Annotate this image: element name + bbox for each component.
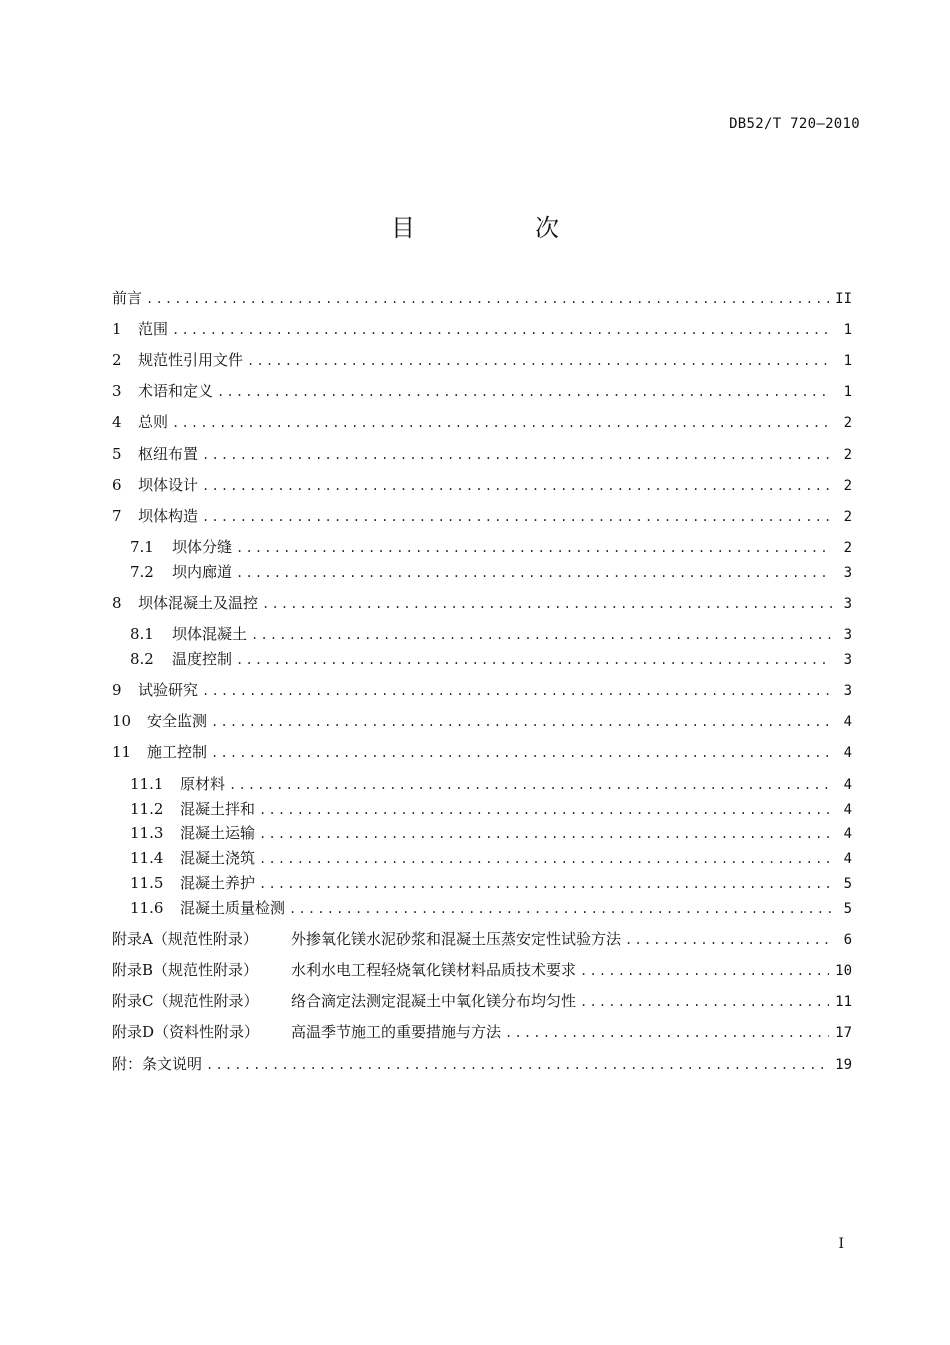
toc-entry-page: 17 (835, 1025, 852, 1041)
toc-entry[interactable] (130, 536, 852, 558)
toc-entry-page: 19 (835, 1057, 852, 1073)
toc-leader-dots (236, 649, 832, 671)
toc-entry-label: 安全监测 (147, 712, 208, 730)
toc-entry-label: 坝体分缝 (172, 538, 233, 556)
page-title: 目 次 (391, 214, 607, 242)
toc-entry-number: 4 (112, 413, 122, 431)
toc-leader-dots (625, 929, 832, 951)
toc-leader-dots (259, 848, 832, 870)
toc-entry-number: 7.2 (130, 563, 154, 581)
toc-entry[interactable] (112, 741, 852, 763)
toc-leader-dots (259, 823, 832, 845)
toc-entry-number: 11.3 (130, 824, 164, 842)
toc-entry[interactable] (130, 847, 852, 869)
toc-entry-label: 外掺氧化镁水泥砂浆和混凝土压蒸安定性试验方法 (291, 930, 622, 948)
toc-leader-dots (247, 350, 832, 372)
toc-entry-page: 4 (843, 802, 852, 818)
toc-leader-dots (505, 1022, 829, 1044)
toc-entry-number: 11 (112, 743, 132, 761)
toc-entry[interactable] (130, 798, 852, 820)
toc-entry-number: 11.1 (130, 775, 164, 793)
toc-entry-page: 4 (843, 777, 852, 793)
toc-entry-number: 附录B（规范性附录） (112, 961, 259, 979)
toc-entry[interactable] (112, 592, 852, 614)
toc-entry-number: 8 (112, 594, 122, 612)
toc-entry[interactable] (112, 474, 852, 496)
toc-entry[interactable] (112, 1021, 852, 1043)
toc-entry-number: 8.2 (130, 650, 154, 668)
toc-entry-label: 范围 (138, 320, 169, 338)
toc-entry[interactable] (130, 872, 852, 894)
toc-entry-page: 4 (843, 745, 852, 761)
toc-entry-label: 前言 (112, 289, 143, 307)
toc-entry-number: 11.6 (130, 899, 164, 917)
toc-entry-number: 11.4 (130, 849, 164, 867)
toc-leader-dots (236, 562, 832, 584)
toc-entry-label: 枢纽布置 (138, 445, 199, 463)
toc-entry[interactable] (130, 773, 852, 795)
toc-entry-page: 3 (843, 596, 852, 612)
toc-entry-page: 2 (843, 415, 852, 431)
toc-entry-label: 坝体混凝土 (172, 625, 248, 643)
toc-entry-number: 8.1 (130, 625, 154, 643)
toc-entry[interactable] (130, 822, 852, 844)
toc-leader-dots (202, 444, 832, 466)
toc-entry-page: 1 (843, 322, 852, 338)
toc-entry-number: 附录C（规范性附录） (112, 992, 259, 1010)
toc-leader-dots (146, 288, 829, 310)
toc-entry-label: 规范性引用文件 (138, 351, 244, 369)
toc-entry[interactable] (112, 380, 852, 402)
toc-leader-dots (211, 711, 832, 733)
toc-entry-page: 1 (843, 353, 852, 369)
toc-entry-number: 9 (112, 681, 122, 699)
toc-leader-dots (259, 873, 832, 895)
toc-entry-number: 3 (112, 382, 122, 400)
toc-entry-number: 11.2 (130, 800, 164, 818)
toc-leader-dots (259, 799, 832, 821)
toc-leader-dots (289, 898, 832, 920)
toc-entry-page: 1 (843, 384, 852, 400)
toc-leader-dots (211, 742, 832, 764)
toc-entry[interactable] (112, 443, 852, 465)
toc-entry-number: 10 (112, 712, 132, 730)
toc-entry-label: 术语和定义 (138, 382, 214, 400)
toc-entry-label: 混凝土浇筑 (180, 849, 256, 867)
toc-entry-label: 总则 (138, 413, 169, 431)
toc-entry-number: 2 (112, 351, 122, 369)
toc-leader-dots (262, 593, 832, 615)
toc-entry-label: 坝体混凝土及温控 (138, 594, 259, 612)
toc-entry-page: 3 (843, 652, 852, 668)
toc-entry-label: 坝内廊道 (172, 563, 233, 581)
toc-entry-page: 4 (843, 714, 852, 730)
toc-leader-dots (202, 506, 832, 528)
toc-entry-label: 试验研究 (138, 681, 199, 699)
toc-entry[interactable] (130, 648, 852, 670)
toc-entry[interactable] (130, 561, 852, 583)
toc-leader-dots (580, 991, 829, 1013)
toc-entry-number: 附录D（资料性附录） (112, 1023, 260, 1041)
toc-entry-number: 6 (112, 476, 122, 494)
toc-entry-page: 11 (835, 994, 852, 1010)
toc-entry[interactable] (112, 679, 852, 701)
page-number: I (838, 1236, 844, 1252)
toc-leader-dots (217, 381, 832, 403)
toc-entry-label: 混凝土养护 (180, 874, 256, 892)
toc-entry-label: 混凝土拌和 (180, 800, 256, 818)
toc-entry[interactable] (130, 623, 852, 645)
toc-leader-dots (229, 774, 832, 796)
toc-entry[interactable] (112, 959, 852, 981)
toc-entry[interactable] (112, 318, 852, 340)
toc-entry-number: 附录A（规范性附录） (112, 930, 258, 948)
toc-entry[interactable] (112, 990, 852, 1012)
toc-entry-label: 水利水电工程轻烧氧化镁材料品质技术要求 (291, 961, 577, 979)
toc-entry-page: 2 (843, 540, 852, 556)
toc-entry[interactable] (112, 928, 852, 950)
toc-entry[interactable] (112, 1053, 852, 1075)
toc-entry-page: 4 (843, 851, 852, 867)
toc-entry[interactable] (130, 897, 852, 919)
toc-entry-number: 11.5 (130, 874, 164, 892)
toc-entry-page: 2 (843, 509, 852, 525)
toc-entry-page: 5 (843, 876, 852, 892)
toc-entry-number: 7.1 (130, 538, 154, 556)
document-code: DB52/T 720—2010 (729, 116, 860, 132)
toc-entry[interactable] (112, 505, 852, 527)
toc-entry-page: 2 (843, 447, 852, 463)
toc-leader-dots (206, 1054, 829, 1076)
toc-entry[interactable] (112, 710, 852, 732)
toc-entry-label: 混凝土质量检测 (180, 899, 286, 917)
toc-entry-label: 附：条文说明 (112, 1055, 203, 1073)
toc-entry-label: 坝体构造 (138, 507, 199, 525)
toc-entry-page: II (835, 291, 852, 307)
toc-entry-page: 4 (843, 826, 852, 842)
toc-entry-number: 5 (112, 445, 122, 463)
toc-entry[interactable] (112, 411, 852, 433)
toc-entry-page: 2 (843, 478, 852, 494)
toc-leader-dots (251, 624, 832, 646)
toc-entry-page: 3 (843, 565, 852, 581)
toc-entry-number: 1 (112, 320, 122, 338)
toc-entry-label: 施工控制 (147, 743, 208, 761)
toc-entry[interactable] (112, 349, 852, 371)
toc-leader-dots (202, 680, 832, 702)
toc-entry-label: 混凝土运输 (180, 824, 256, 842)
toc-entry-label: 络合滴定法测定混凝土中氧化镁分布均匀性 (291, 992, 577, 1010)
toc-entry-label: 高温季节施工的重要措施与方法 (291, 1023, 502, 1041)
toc-leader-dots (236, 537, 832, 559)
toc-entry-page: 5 (843, 901, 852, 917)
toc-entry-page: 6 (843, 932, 852, 948)
toc-leader-dots (172, 319, 832, 341)
toc-entry-page: 10 (835, 963, 852, 979)
toc-entry-number: 7 (112, 507, 122, 525)
toc-entry-page: 3 (843, 683, 852, 699)
toc-entry-label: 原材料 (180, 775, 226, 793)
toc-leader-dots (172, 412, 832, 434)
toc-leader-dots (202, 475, 832, 497)
toc-leader-dots (580, 960, 829, 982)
toc-entry-label: 温度控制 (172, 650, 233, 668)
toc-entry-page: 3 (843, 627, 852, 643)
toc-entry-label: 坝体设计 (138, 476, 199, 494)
toc-entry[interactable] (112, 287, 852, 309)
